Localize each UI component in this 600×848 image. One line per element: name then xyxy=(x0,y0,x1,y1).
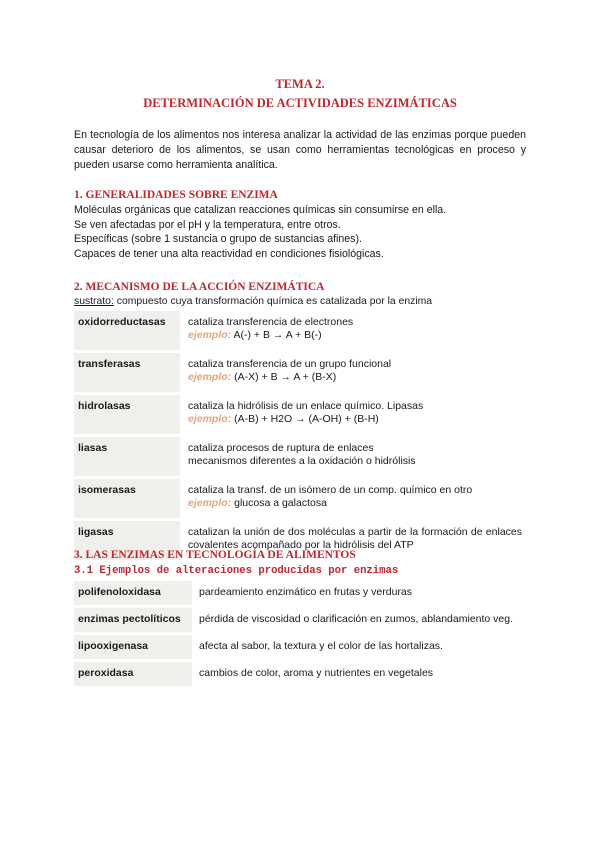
enzyme-class-example xyxy=(188,413,522,426)
example-label: ejemplo: xyxy=(188,329,232,341)
enzyme-class-name: liasas xyxy=(74,437,180,476)
example-text: (A-B) + H2O → (A-OH) + (B-H) xyxy=(231,413,379,425)
table-row xyxy=(74,479,526,518)
enzyme-class-description xyxy=(180,311,526,350)
enzyme-class-example xyxy=(188,371,522,384)
enzyme-class-desc: cataliza transferencia de electrones xyxy=(188,316,354,328)
example-label: ejemplo: xyxy=(188,497,232,509)
enzyme-class-description xyxy=(180,353,526,392)
enzyme-class-description xyxy=(180,395,526,434)
section1-line: Específicas (sobre 1 sustancia o grupo de sustancias afines). xyxy=(74,233,362,245)
enzyme-class-example xyxy=(188,329,522,342)
intro-paragraph: En tecnología de los alimentos nos interesa analizar la actividad de las enzimas porque pueden causar deterioro de los alimentos, se usan como herramientas tecnológicas en proceso y pueden usarse como herramienta analítica. xyxy=(74,129,526,171)
section1-line: Moléculas orgánicas que catalizan reacciones químicas sin consumirse en ella. xyxy=(74,204,447,216)
enzyme-name: enzimas pectolíticos xyxy=(74,608,192,632)
substrate-label: sustrato: xyxy=(74,296,114,307)
substrate-definition xyxy=(74,295,432,308)
enzyme-class-desc-2: mecanismos diferentes a la oxidación o hidrólisis xyxy=(188,455,416,467)
enzyme-class-name: transferasas xyxy=(74,353,180,392)
section1-heading: 1. GENERALIDADES SOBRE ENZIMA xyxy=(74,189,278,201)
substrate-text: compuesto cuya transformación química es catalizada por la enzima xyxy=(113,296,433,307)
alteration-description: pérdida de viscosidad o clarificación en zumos, ablandamiento veg. xyxy=(199,613,514,625)
table-row xyxy=(74,395,526,434)
example-text: A(-) + B → A + B(-) xyxy=(231,329,322,341)
enzyme-name: polifenoloxidasa xyxy=(74,581,192,605)
section3-heading: 3. LAS ENZIMAS EN TECNOLOGÍA DE ALIMENTOS xyxy=(74,549,356,561)
alteration-description: pardeamiento enzimático en frutas y verduras xyxy=(199,586,413,598)
table-row xyxy=(74,353,526,392)
enzyme-class-description xyxy=(180,479,526,518)
example-label: ejemplo: xyxy=(188,371,232,383)
enzyme-class-name: hidrolasas xyxy=(74,395,180,434)
enzyme-class-description xyxy=(180,437,526,476)
section1-lines xyxy=(74,203,534,261)
enzyme-class-desc: cataliza la transf. de un isómero de un comp. químico en otro xyxy=(188,484,473,496)
enzyme-class-name: isomerasas xyxy=(74,479,180,518)
enzyme-name: peroxidasa xyxy=(74,662,192,686)
enzyme-class-desc: catalizan la unión de dos moléculas a partir de la formación de enlaces covalentes acompañado por la hidrólisis del ATP xyxy=(188,526,522,551)
table-row xyxy=(74,437,526,476)
section3-subheading: 3.1 Ejemplos de alteraciones producidas por enzimas xyxy=(74,565,399,577)
enzyme-class-name: ligasas xyxy=(74,521,180,560)
enzyme-class-desc: cataliza procesos de ruptura de enlaces xyxy=(188,442,374,454)
section1-line: Capaces de tener una alta reactividad en condiciones fisiológicas. xyxy=(74,247,384,260)
enzyme-class-name: oxidorreductasas xyxy=(74,311,180,350)
alteration-description: cambios de color, aroma y nutrientes en vegetales xyxy=(199,667,434,679)
document-title-line1: TEMA 2. xyxy=(275,77,325,91)
enzyme-alteration-table xyxy=(74,578,536,689)
example-label: ejemplo: xyxy=(188,413,232,425)
example-text: glucosa a galactosa xyxy=(231,497,327,509)
alteration-description: afecta al sabor, la textura y el color de las hortalizas. xyxy=(199,640,443,652)
table-row xyxy=(74,608,536,632)
enzyme-class-example xyxy=(188,497,522,510)
example-text: (A-X) + B → A + (B-X) xyxy=(231,371,337,383)
table-row xyxy=(74,662,536,686)
enzyme-class-desc: cataliza transferencia de un grupo funcional xyxy=(188,358,392,370)
document-title-line2: DETERMINACIÓN DE ACTIVIDADES ENZIMÁTICAS xyxy=(143,96,457,110)
enzyme-class-table xyxy=(74,308,526,563)
section1-line: Se ven afectadas por el pH y la temperatura, entre otros. xyxy=(74,218,341,231)
enzyme-class-desc: cataliza la hidrólisis de un enlace químico. Lipasas xyxy=(188,400,424,412)
table-row xyxy=(74,581,536,605)
section2-heading: 2. MECANISMO DE LA ACCIÓN ENZIMÁTICA xyxy=(74,281,325,293)
table-row xyxy=(74,311,526,350)
enzyme-name: lipooxigenasa xyxy=(74,635,192,659)
table-row xyxy=(74,635,536,659)
